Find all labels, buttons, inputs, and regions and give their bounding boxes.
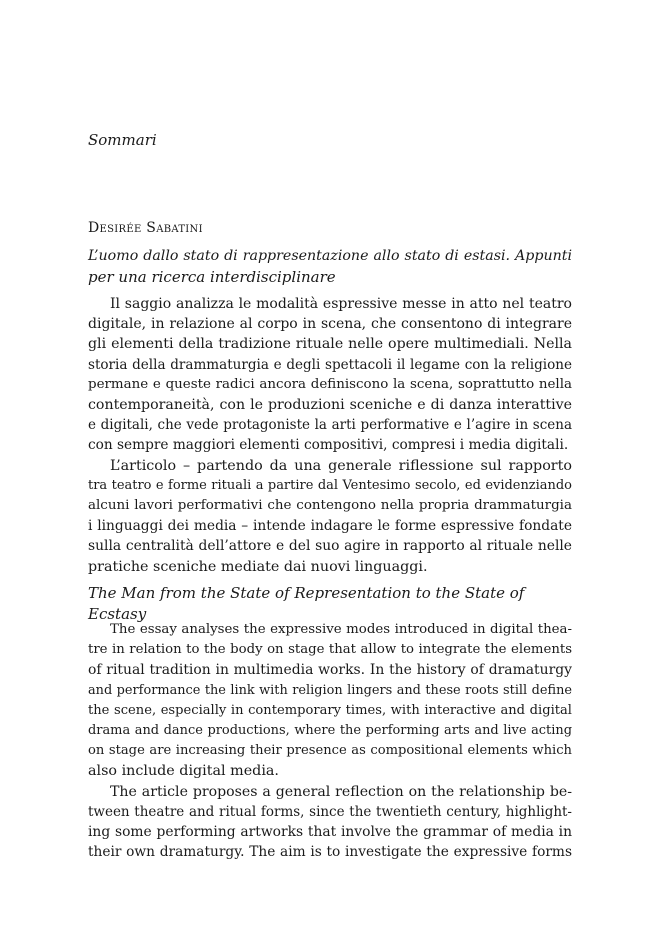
paragraph-line: permane e queste radici ancora definiscono la scena, soprattutto nella xyxy=(88,376,572,392)
paragraph-line: their own dramaturgy. The aim is to investigate the expressive forms xyxy=(88,844,572,861)
paragraph-line: e digitali, che vede protagoniste la arti performative e l’agire in scena xyxy=(88,417,572,434)
paragraph-line: pratiche sceniche mediate dai nuovi linguaggi. xyxy=(88,558,428,575)
paragraph-line: tween theatre and ritual forms, since the twentieth century, highlight- xyxy=(88,803,572,820)
english-article-title: The Man from the State of Representation to the State of Ecstasy xyxy=(88,584,525,623)
paragraph-line: i linguaggi dei media – intende indagare le forme espressive fondate xyxy=(88,518,572,535)
paragraph-line: also include digital media. xyxy=(88,763,279,780)
author-name: Desirée Sabatini xyxy=(88,220,203,236)
italian-abstract xyxy=(88,294,572,577)
paragraph-line: sulla centralità dell’attore e del suo agire in rapporto al rituale nelle xyxy=(88,538,572,555)
paragraph-line: con sempre maggiori elementi compositivi, compresi i media digitali. xyxy=(88,437,569,454)
paragraph-line: Il saggio analizza le modalità espressive messe in atto nel teatro xyxy=(110,296,572,312)
paragraph-line: gli elementi della tradizione rituale nelle opere multimediali. Nella xyxy=(88,336,572,353)
paragraph-line: drama and dance productions, where the performing arts and live acting xyxy=(88,723,572,739)
paragraph-line: tra teatro e forme rituali a partire dal Ventesimo secolo, ed evidenziando xyxy=(88,477,572,493)
title-line: per una ricerca interdisciplinare xyxy=(88,268,336,286)
italian-article-title xyxy=(88,246,572,288)
section-heading: Sommari xyxy=(88,131,157,149)
paragraph-line: on stage are increasing their presence as compositional elements which xyxy=(88,743,572,759)
paragraph-line: ing some performing artworks that involve the grammar of media in xyxy=(88,824,572,841)
paragraph-line: digitale, in relazione al corpo in scena, che consentono di integrare xyxy=(88,316,572,333)
paragraph-line: The article proposes a general reflection on the relationship be- xyxy=(110,783,572,800)
paragraph-line: storia della drammaturgia e degli spettacoli il legame con la religione xyxy=(88,356,572,373)
paragraph-line: contemporaneità, con le produzioni sceniche e di danza interattive xyxy=(88,397,572,414)
paragraph-line: The essay analyses the expressive modes introduced in digital thea- xyxy=(110,622,572,637)
paragraph-line: and performance the link with religion lingers and these roots still define xyxy=(88,682,572,698)
paragraph-line: tre in relation to the body on stage that allow to integrate the elements xyxy=(88,642,572,658)
title-line: L’uomo dallo stato di rappresentazione allo stato di estasi. Appunti xyxy=(88,248,572,264)
english-abstract xyxy=(88,620,572,862)
paragraph-line: the scene, especially in contemporary times, with interactive and digital xyxy=(88,702,572,718)
paragraph-line: of ritual tradition in multimedia works. In the history of dramaturgy xyxy=(88,662,572,679)
paragraph-line: L’articolo – partendo da una generale riflessione sul rapporto xyxy=(110,457,572,474)
paragraph-line: alcuni lavori performativi che contengono nella propria drammaturgia xyxy=(88,498,572,514)
